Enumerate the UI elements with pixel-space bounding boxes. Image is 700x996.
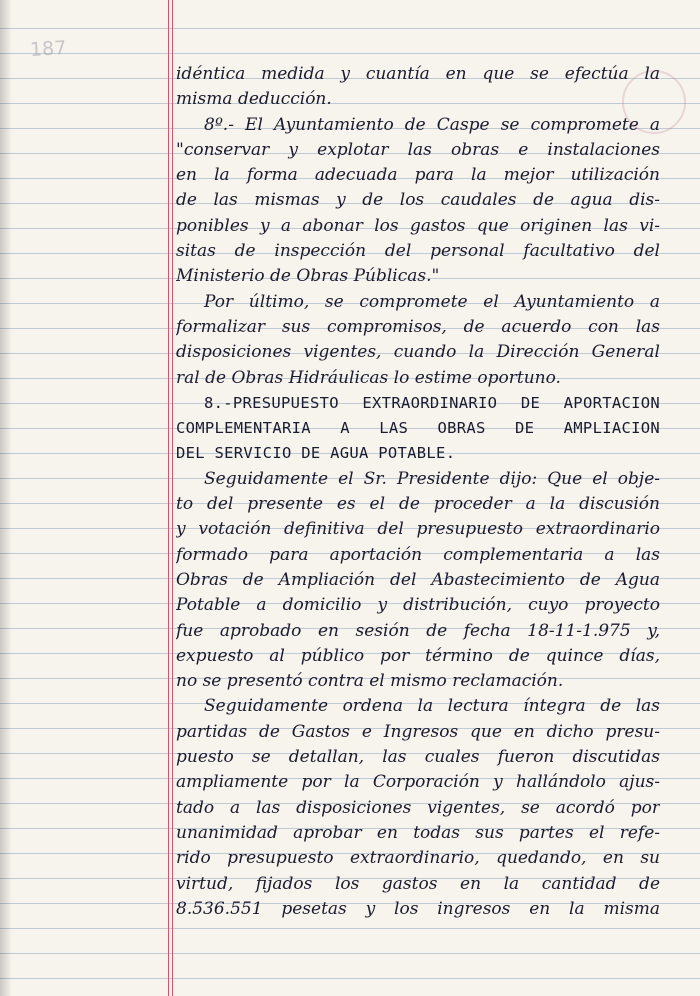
manuscript-line: 8º.- El Ayuntamiento de Caspe se compromete a bbox=[204, 114, 660, 135]
manuscript-line: formado para aportación complementaria a las bbox=[176, 544, 660, 565]
manuscript-line: ral de Obras Hidráulicas lo estime oportuno. bbox=[176, 367, 561, 388]
manuscript-line: no se presentó contra el mismo reclamación. bbox=[176, 671, 564, 692]
manuscript-line: fue aprobado en sesión de fecha 18-11-1.975 y, bbox=[176, 620, 660, 641]
margin-rule bbox=[168, 0, 169, 996]
manuscript-line: Potable a domicilio y distribución, cuyo proyecto bbox=[176, 595, 660, 616]
manuscript-line: DEL SERVICIO DE AGUA POTABLE. bbox=[176, 444, 456, 463]
page-number: 187 bbox=[29, 37, 67, 61]
manuscript-line: puesto se detallan, las cuales fueron discutidas bbox=[176, 747, 660, 768]
manuscript-line: 8.536.551 pesetas y los ingresos en la misma bbox=[176, 898, 660, 919]
manuscript-line: virtud, fijados los gastos en la cantidad de bbox=[176, 873, 660, 894]
manuscript-text bbox=[176, 62, 660, 922]
manuscript-line: rido presupuesto extraordinario, quedando, en su bbox=[176, 848, 660, 869]
manuscript-line: Obras de Ampliación del Abastecimiento de Agua bbox=[176, 569, 660, 590]
manuscript-line: idéntica medida y cuantía en que se efectúa la bbox=[176, 64, 660, 84]
manuscript-line: disposiciones vigentes, cuando la Dirección General bbox=[176, 342, 660, 363]
manuscript-line: en la forma adecuada para la mejor utilización bbox=[176, 165, 660, 186]
manuscript-line: formalizar sus compromisos, de acuerdo con las bbox=[176, 316, 660, 337]
binding-shadow bbox=[0, 0, 12, 996]
manuscript-line: partidas de Gastos e Ingresos que en dicho presu- bbox=[176, 721, 660, 742]
manuscript-line: 8.-PRESUPUESTO EXTRAORDINARIO DE APORTACION bbox=[204, 393, 660, 412]
manuscript-line: expuesto al público por término de quince días, bbox=[176, 645, 660, 666]
manuscript-line: "conservar y explotar las obras e instalaciones bbox=[176, 139, 660, 160]
manuscript-line: misma deducción. bbox=[176, 89, 332, 110]
manuscript-line: COMPLEMENTARIA A LAS OBRAS DE AMPLIACION bbox=[176, 419, 660, 438]
manuscript-line: y votación definitiva del presupuesto extraordinario bbox=[176, 519, 660, 540]
manuscript-line: to del presente es el de proceder a la discusión bbox=[176, 494, 660, 515]
manuscript-line: Por último, se compromete el Ayuntamiento a bbox=[204, 291, 660, 312]
manuscript-line: ponibles y a abonar los gastos que originen las vi- bbox=[176, 215, 660, 236]
manuscript-line: Seguidamente ordena la lectura íntegra de las bbox=[204, 696, 660, 717]
manuscript-line: sitas de inspección del personal facultativo del bbox=[176, 241, 660, 262]
margin-rule-inner bbox=[172, 0, 173, 996]
manuscript-line: de las mismas y de los caudales de agua dis- bbox=[176, 190, 660, 211]
manuscript-line: Ministerio de Obras Públicas." bbox=[176, 266, 440, 287]
manuscript-line: tado a las disposiciones vigentes, se acordó por bbox=[176, 797, 660, 818]
manuscript-line: ampliamente por la Corporación y hallándolo ajus- bbox=[176, 772, 660, 793]
manuscript-line: Seguidamente el Sr. Presidente dijo: Que el obje- bbox=[204, 468, 660, 489]
manuscript-line: unanimidad aprobar en todas sus partes el refe- bbox=[176, 822, 660, 843]
